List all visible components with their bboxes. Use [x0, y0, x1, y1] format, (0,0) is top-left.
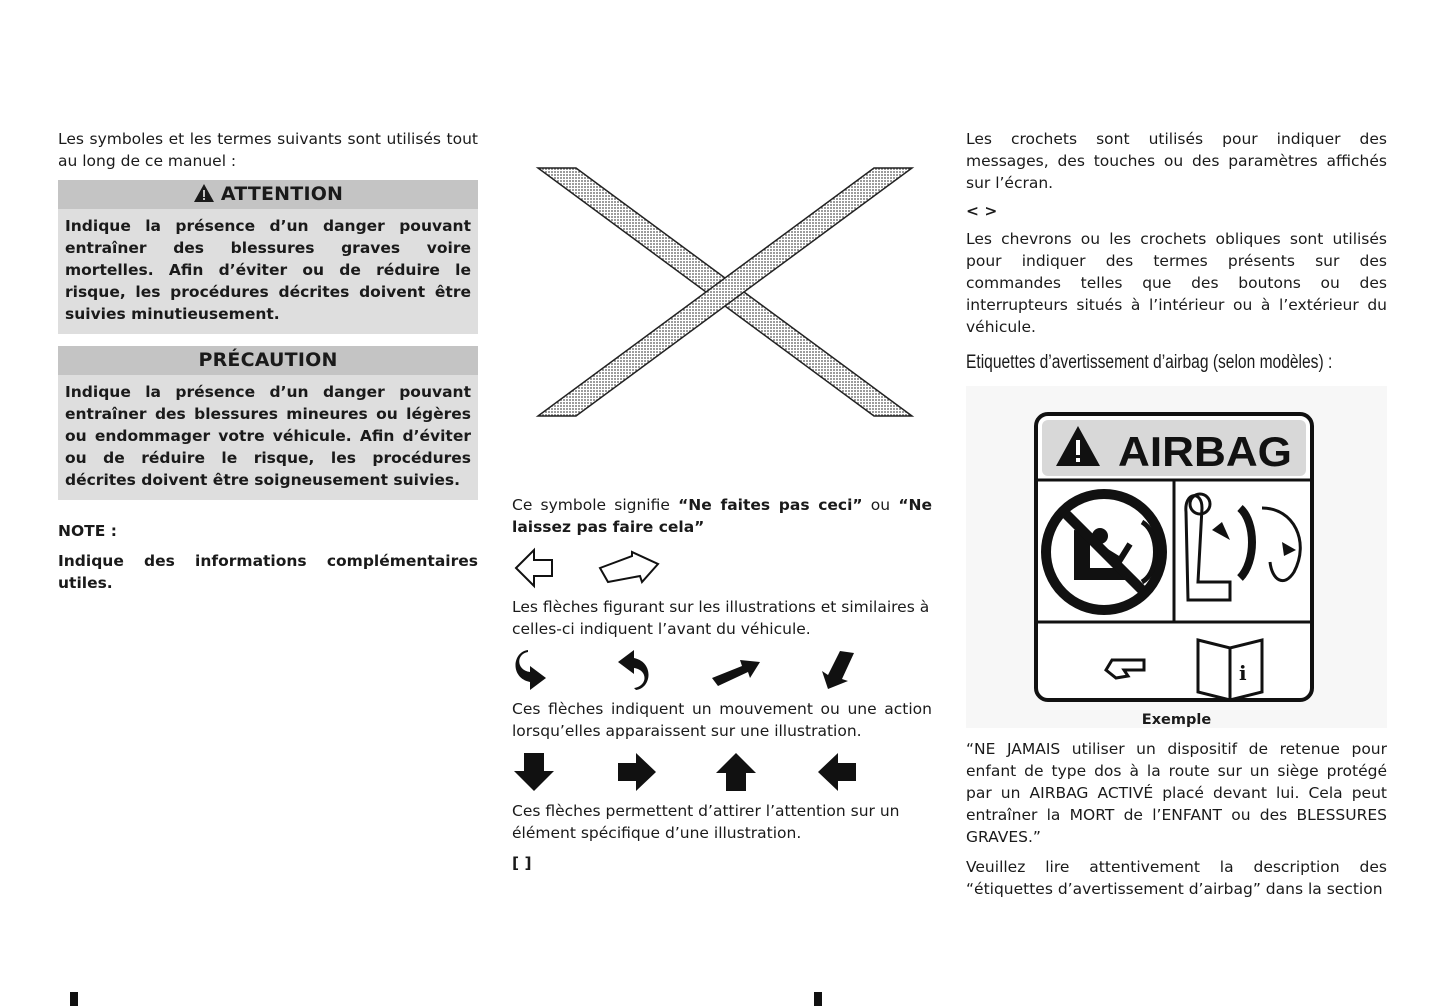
- movement-arrow-icons: [512, 646, 932, 694]
- precaution-box: [58, 346, 478, 500]
- svg-text:i: i: [1239, 661, 1247, 685]
- airbag-label-figure: [966, 386, 1387, 728]
- prohibited-cross-icon: [512, 138, 932, 438]
- note-label: NOTE :: [58, 522, 117, 540]
- right-column: [966, 128, 1387, 900]
- airbag-warning-quote: “NE JAMAIS utiliser un dispositif de retenue pour enfant de type dos à la route sur un siège protégé par un AIRBAG ACTIVÉ placé devant lui. Cela peut entraîner la MORT de l’ENFANT ou des BLESSURES GRAVES.”: [966, 740, 1387, 846]
- warning-triangle-icon: [193, 183, 215, 203]
- diagonal-arrow-up-right-icon: [710, 652, 762, 688]
- movement-arrows-text: Ces flèches indiquent un mouvement ou une action lorsqu’elles apparaissent sur une illustration.: [512, 700, 932, 740]
- airbag-label-icon: [1034, 412, 1314, 702]
- attention-arrow-icons: [512, 748, 932, 796]
- precaution-title: PRÉCAUTION: [198, 349, 338, 371]
- arrow-right-icon: [616, 751, 658, 793]
- attention-header: [58, 180, 478, 209]
- precaution-header: [58, 346, 478, 375]
- hollow-angled-arrow-icon: [598, 550, 662, 586]
- attention-arrows-text: Ces flèches permettent d’attirer l’attention sur un élément spécifique d’une illustration.: [512, 802, 900, 842]
- attention-text: Indique la présence d’un danger pouvant entraîner des blessures graves voire mortelles. Afin d’éviter ou de réduire le risque, les procédures décrites doivent être suivies minutieusement.: [65, 217, 471, 323]
- front-arrow-icons: [512, 544, 932, 592]
- chevrons-symbol: < >: [966, 202, 998, 220]
- chevrons-text: Les chevrons ou les crochets obliques sont utilisés pour indiquer des termes présents sur des commandes telles que des boutons ou des interrupteurs situés à l’intérieur ou à l’extérieur du véhicule.: [966, 230, 1387, 336]
- symbol-meaning-text: [512, 494, 932, 538]
- left-column: [58, 128, 478, 594]
- airbag-heading: Etiquettes d’avertissement d’airbag (selon modèles) :: [966, 352, 1333, 373]
- symbol-text-1: Ce symbole signifie: [512, 496, 679, 514]
- arrow-down-icon: [512, 751, 556, 793]
- brackets-text: Les crochets sont utilisés pour indiquer des messages, des touches ou des paramètres affichés sur l’écran.: [966, 130, 1387, 192]
- curved-arrow-up-left-icon: [614, 648, 650, 692]
- curved-arrow-down-right-icon: [514, 648, 550, 692]
- precaution-text: Indique la présence d’un danger pouvant entraîner des blessures mineures ou légères ou endommager votre véhicule. Afin d’éviter ou de réduire le risque, les procédures décrites doivent être soigneusement suivies.: [65, 383, 471, 489]
- attention-box: [58, 180, 478, 334]
- symbol-text-2: ou: [862, 496, 899, 514]
- airbag-label-title: AIRBAG: [1118, 428, 1292, 475]
- airbag-caption: Exemple: [1141, 712, 1212, 728]
- intro-text: Les symboles et les termes suivants sont utilisés tout au long de ce manuel :: [58, 130, 478, 170]
- front-arrows-text: Les flèches figurant sur les illustrations et similaires à celles-ci indiquent l’avant du véhicule.: [512, 598, 930, 638]
- note-text: Indique des informations complémentaires utiles.: [58, 552, 478, 592]
- read-description-text: Veuillez lire attentivement la description des “étiquettes d’avertissement d’airbag” dans la section: [966, 858, 1387, 898]
- hollow-left-arrow-icon: [512, 546, 556, 590]
- square-brackets-symbol: [ ]: [512, 854, 532, 872]
- middle-column: [512, 128, 932, 874]
- arrow-left-icon: [816, 751, 858, 793]
- symbol-bold-2: “Ne laissez pas faire cela”: [512, 496, 932, 536]
- diagonal-arrow-down-left-icon: [820, 649, 856, 691]
- symbol-bold-1: “Ne faites pas ceci”: [678, 496, 863, 514]
- arrow-up-icon: [714, 751, 758, 793]
- attention-title: ATTENTION: [220, 183, 344, 205]
